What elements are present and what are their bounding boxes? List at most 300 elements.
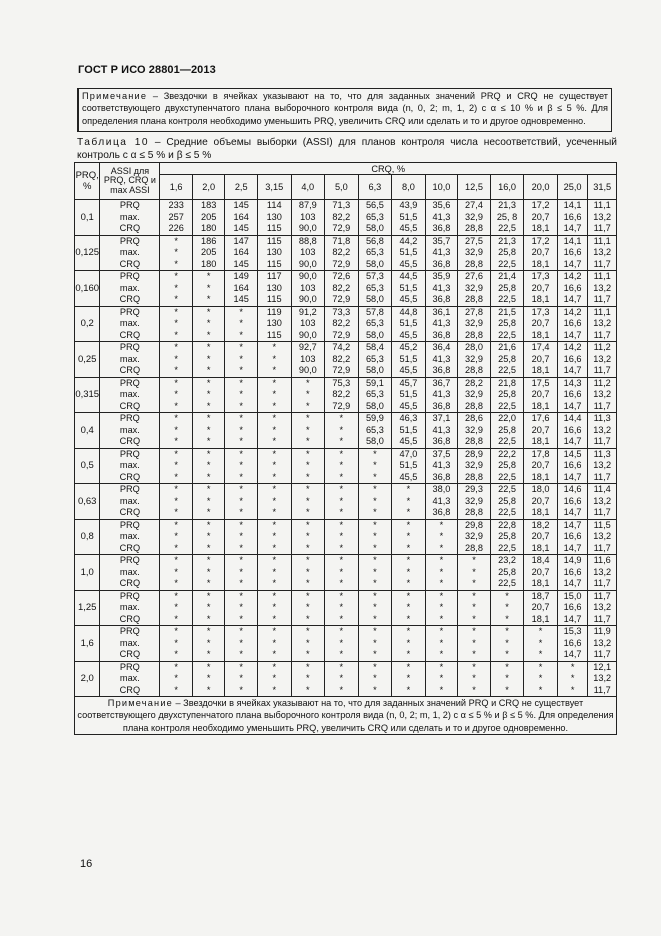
cell-value: 14,7	[563, 329, 582, 340]
cell-value: 25,8	[498, 353, 516, 364]
cell-value: *	[174, 306, 178, 317]
cell-value: 58,0	[365, 258, 384, 269]
table-cell	[425, 448, 458, 484]
table-cell	[392, 377, 426, 413]
cell-value: *	[239, 613, 243, 624]
cell-value: 16,6	[563, 602, 582, 612]
cell-value: 15,3	[563, 626, 582, 636]
table-cell	[160, 271, 193, 307]
cell-value: 41,3	[432, 389, 451, 399]
cell-value: *	[174, 436, 178, 446]
cell-value: 46,3	[399, 413, 418, 423]
cell-value: *	[373, 460, 377, 470]
cell-value: *	[206, 484, 211, 494]
cell-value: 56,5	[365, 200, 384, 210]
prq-value: 1,6	[75, 626, 100, 662]
table-cell	[257, 342, 291, 378]
row-labels	[100, 342, 160, 378]
table-row	[75, 590, 617, 626]
cell-value: 41,3	[432, 247, 451, 257]
cell-value: *	[373, 602, 377, 612]
table-cell	[160, 519, 193, 555]
table-cell	[588, 271, 617, 307]
cell-value: *	[339, 637, 344, 648]
cell-value: *	[206, 578, 211, 588]
cell-value: *	[272, 342, 277, 352]
prq-value: 1,0	[75, 555, 100, 591]
prq-value: 0,1	[75, 200, 100, 236]
cell-value: 14,2	[563, 271, 582, 281]
table-row	[75, 271, 617, 307]
table-row	[75, 555, 617, 591]
table-cell	[458, 626, 491, 662]
table-cell	[291, 200, 325, 236]
table-row	[75, 448, 617, 484]
table-cell	[458, 661, 491, 697]
cell-value: 28,8	[465, 258, 483, 269]
cell-value: 13,2	[593, 531, 612, 541]
table-cell	[557, 555, 587, 591]
cell-value: 51,5	[399, 389, 418, 399]
crq-value: 25,0	[557, 175, 587, 200]
table-cell	[588, 626, 617, 662]
cell-value: 14,7	[563, 507, 582, 517]
table-cell	[225, 626, 258, 662]
cell-value: 21,5	[498, 306, 516, 317]
cell-value: *	[272, 448, 277, 459]
table-cell	[225, 377, 258, 413]
cell-value: 32,9	[465, 318, 483, 328]
cell-value: 18,4	[531, 555, 550, 565]
cell-value: *	[538, 626, 543, 636]
cell-value: *	[239, 424, 243, 435]
cell-value: 27,5	[465, 235, 483, 246]
table-cell	[425, 519, 458, 555]
cell-value: *	[174, 471, 178, 482]
cell-value: 103	[300, 211, 316, 222]
table-cell	[557, 342, 587, 378]
cell-value: *	[472, 673, 476, 683]
cell-value: *	[206, 353, 211, 364]
row-labels	[100, 413, 160, 449]
row-labels	[100, 235, 160, 271]
cell-value: *	[206, 613, 211, 624]
cell-value: 22,5	[498, 542, 516, 553]
cell-value: 28,8	[465, 471, 483, 482]
cell-value: *	[439, 673, 444, 683]
cell-value: 130	[266, 211, 282, 222]
row-label: max.	[119, 673, 140, 683]
table-cell	[192, 413, 225, 449]
cell-value: *	[174, 247, 178, 257]
top-note-text: – Звездочки в ячейках указывают на то, что для заданных значений PRQ и CRQ не существует соответствующего двухступенчатого плана выборочного контроля вида (n, 0, 2; m, 1, 2) с α ≤ 10 % и β ≤ 5 %. Для определения плана контроля необходимо уменьшить PRQ, увеличить CRQ или сделать и то и другое одновременно.	[82, 91, 608, 126]
cell-value: *	[570, 673, 575, 683]
cell-value: *	[206, 306, 211, 317]
cell-value: 11,7	[593, 365, 611, 375]
cell-value: 17,8	[531, 448, 550, 459]
bottom-note	[75, 697, 617, 735]
cell-value: *	[373, 471, 377, 482]
table-row	[75, 413, 617, 449]
cell-value: 14,7	[563, 471, 582, 482]
cell-value: *	[206, 684, 211, 695]
table-cell	[524, 200, 558, 236]
cell-value: 45,5	[399, 436, 418, 446]
cell-value: *	[306, 389, 310, 399]
cell-value: 28,0	[465, 342, 483, 352]
cell-value: *	[306, 602, 310, 612]
row-labels	[100, 484, 160, 520]
cell-value: *	[339, 424, 344, 435]
cell-value: 11,1	[593, 306, 611, 317]
cell-value: 14,6	[563, 484, 582, 494]
cell-value: 11,7	[593, 294, 611, 304]
cell-value: 164	[233, 247, 249, 257]
cell-value: *	[272, 661, 277, 672]
cell-value: 11,7	[593, 649, 611, 659]
row-label: PRQ	[119, 342, 140, 352]
cell-value: *	[272, 389, 277, 399]
table-cell	[458, 342, 491, 378]
cell-value: 32,9	[465, 247, 483, 257]
cell-value: 11,7	[593, 329, 611, 340]
cell-value: *	[206, 495, 211, 506]
cell-value: *	[174, 590, 178, 601]
cell-value: *	[373, 590, 377, 601]
cell-value: 36,8	[432, 400, 451, 411]
cell-value: *	[206, 413, 211, 423]
cell-value: *	[406, 578, 411, 588]
cell-value: 51,5	[399, 211, 418, 222]
cell-value: 35,6	[432, 200, 451, 210]
cell-value: *	[206, 507, 211, 517]
cell-value: *	[306, 566, 310, 577]
cell-value: *	[239, 448, 243, 459]
table-cell	[458, 306, 491, 342]
table-row	[75, 661, 617, 697]
table-cell	[524, 377, 558, 413]
cell-value: 32,9	[465, 389, 483, 399]
cell-value: 21,3	[498, 235, 516, 246]
cell-value: 13,2	[593, 318, 612, 328]
cell-value: 13,2	[593, 389, 612, 399]
cell-value: *	[206, 661, 211, 672]
table-cell	[425, 413, 458, 449]
row-label: PRQ	[119, 413, 140, 423]
table-cell	[160, 626, 193, 662]
table-cell	[557, 377, 587, 413]
prq-value: 0,8	[75, 519, 100, 555]
cell-value: 91,2	[298, 306, 317, 317]
cell-value: 51,5	[399, 460, 418, 470]
cell-value: *	[206, 519, 211, 530]
cell-value: 14,7	[563, 365, 582, 375]
cell-value: 58,0	[365, 223, 384, 233]
table-cell	[557, 200, 587, 236]
cell-value: 14,3	[563, 377, 582, 388]
cell-value: 14,7	[563, 542, 582, 553]
table-cell	[524, 271, 558, 307]
cell-value: 18,1	[531, 294, 550, 304]
table-cell	[358, 306, 392, 342]
row-label: max.	[119, 602, 140, 612]
table-cell	[358, 413, 392, 449]
cell-value: *	[174, 342, 178, 352]
table-cell	[557, 235, 587, 271]
table-cell	[490, 306, 524, 342]
table-cell	[160, 413, 193, 449]
cell-value: *	[272, 637, 277, 648]
row-label: CRQ	[119, 294, 141, 304]
cell-value: *	[439, 661, 444, 672]
cell-value: 44,5	[399, 271, 418, 281]
table-cell	[192, 342, 225, 378]
cell-value: 71,3	[332, 200, 351, 210]
table-cell	[425, 306, 458, 342]
cell-value: *	[472, 684, 476, 695]
table-cell	[490, 661, 524, 697]
cell-value: 205	[201, 247, 217, 257]
row-label: max.	[119, 531, 140, 541]
cell-value: 11,3	[593, 448, 611, 459]
cell-value: 32,9	[465, 424, 483, 435]
cell-value: *	[239, 460, 243, 470]
cell-value: 65,3	[365, 282, 384, 293]
cell-value: *	[174, 365, 178, 375]
cell-value: *	[439, 626, 444, 636]
cell-value: *	[339, 448, 344, 459]
row-label: PRQ	[119, 519, 140, 530]
table-cell	[325, 200, 359, 236]
cell-value: 145	[233, 258, 249, 269]
cell-value: 29,8	[465, 519, 483, 530]
prq-value: 0,25	[75, 342, 100, 378]
table-cell	[291, 377, 325, 413]
cell-value: 11,7	[593, 613, 611, 624]
cell-value: 73,3	[332, 306, 351, 317]
cell-value: 27,4	[465, 200, 483, 210]
cell-value: *	[339, 590, 344, 601]
cell-value: *	[306, 519, 310, 530]
cell-value: 72,9	[332, 400, 351, 411]
cell-value: *	[406, 673, 411, 683]
cell-value: 14,4	[563, 413, 582, 423]
cell-value: *	[505, 590, 509, 601]
cell-value: 115	[266, 235, 282, 246]
table-cell	[557, 306, 587, 342]
row-label: CRQ	[119, 613, 141, 624]
cell-value: 28,8	[465, 507, 483, 517]
cell-value: 18,1	[531, 400, 550, 411]
row-label: PRQ	[119, 626, 140, 636]
table-cell	[358, 519, 392, 555]
table-cell	[257, 306, 291, 342]
cell-value: 28,8	[465, 329, 483, 340]
cell-value: *	[272, 602, 277, 612]
table-cell	[325, 377, 359, 413]
cell-value: *	[339, 673, 344, 683]
cell-value: 11,7	[593, 507, 611, 517]
table-cell	[257, 271, 291, 307]
cell-value: *	[174, 413, 178, 423]
cell-value: *	[272, 578, 277, 588]
cell-value: 11,7	[593, 400, 611, 411]
cell-value: 22,8	[498, 519, 516, 530]
cell-value: *	[206, 318, 211, 328]
row-label: max.	[119, 318, 140, 328]
cell-value: 115	[266, 258, 282, 269]
table-cell	[524, 590, 558, 626]
cell-value: *	[174, 673, 178, 683]
table-cell	[425, 342, 458, 378]
cell-value: *	[272, 424, 277, 435]
cell-value: 20,7	[531, 424, 550, 435]
table-cell	[458, 590, 491, 626]
cell-value: 65,3	[365, 389, 384, 399]
table-cell	[325, 661, 359, 697]
row-label: CRQ	[119, 365, 141, 375]
table-cell	[490, 377, 524, 413]
table-cell	[225, 271, 258, 307]
crq-value: 3,15	[257, 175, 291, 200]
table-cell	[458, 519, 491, 555]
row-label: max.	[119, 211, 140, 222]
cell-value: 18,1	[531, 258, 550, 269]
table-cell	[392, 590, 426, 626]
cell-value: *	[206, 555, 211, 565]
cell-value: 21,6	[498, 342, 516, 352]
row-labels	[100, 448, 160, 484]
cell-value: *	[174, 566, 178, 577]
document-header: ГОСТ Р ИСО 28801—2013	[78, 64, 216, 76]
cell-value: *	[306, 590, 310, 601]
table-cell	[160, 484, 193, 520]
cell-value: *	[373, 673, 377, 683]
table-cell	[358, 377, 392, 413]
cell-value: 11,5	[593, 519, 611, 530]
cell-value: 14,7	[563, 223, 582, 233]
table-cell	[257, 413, 291, 449]
cell-value: 58,0	[365, 436, 384, 446]
cell-value: *	[505, 649, 509, 659]
table-cell	[257, 235, 291, 271]
cell-value: *	[339, 413, 344, 423]
table-cell	[524, 661, 558, 697]
cell-value: *	[339, 684, 344, 695]
cell-value: 28,9	[465, 448, 483, 459]
cell-value: 36,4	[432, 342, 451, 352]
table-caption-label: Таблица 10	[77, 137, 150, 148]
cell-value: *	[472, 555, 476, 565]
cell-value: 130	[266, 318, 282, 328]
cell-value: *	[239, 306, 243, 317]
row-labels	[100, 200, 160, 236]
table-cell	[325, 590, 359, 626]
table-cell	[358, 342, 392, 378]
cell-value: 130	[266, 247, 282, 257]
cell-value: 41,3	[432, 211, 451, 222]
cell-value: 186	[201, 235, 217, 246]
cell-value: *	[505, 626, 509, 636]
cell-value: *	[272, 471, 277, 482]
cell-value: 72,9	[332, 294, 351, 304]
table-cell	[490, 448, 524, 484]
cell-value: 11,1	[593, 271, 611, 281]
cell-value: 65,3	[365, 247, 384, 257]
cell-value: *	[239, 342, 243, 352]
cell-value: 20,7	[531, 282, 550, 293]
table-caption-text: – Средние объемы выборки (ASSI) для планов контроля числа несоответствий, усеченный контроль с α ≤ 5 % и β ≤ 5 %	[77, 137, 617, 161]
cell-value: 14,9	[563, 555, 582, 565]
cell-value: *	[306, 495, 310, 506]
cell-value: 28,8	[465, 542, 483, 553]
cell-value: *	[239, 436, 243, 446]
table-cell	[392, 519, 426, 555]
cell-value: *	[174, 294, 178, 304]
cell-value: 15,0	[563, 590, 582, 601]
table-cell	[192, 661, 225, 697]
prq-value: 0,63	[75, 484, 100, 520]
row-label: max.	[119, 247, 140, 257]
table-cell	[524, 626, 558, 662]
cell-value: *	[272, 413, 277, 423]
table-cell	[588, 342, 617, 378]
cell-value: 14,2	[563, 306, 582, 317]
table-cell	[325, 235, 359, 271]
row-label: PRQ	[119, 590, 140, 601]
table-cell	[192, 200, 225, 236]
cell-value: 25,8	[498, 389, 516, 399]
cell-value: *	[406, 684, 411, 695]
table-cell	[425, 235, 458, 271]
cell-value: *	[239, 684, 243, 695]
cell-value: *	[206, 471, 211, 482]
cell-value: 18,1	[531, 507, 550, 517]
cell-value: *	[239, 389, 243, 399]
cell-value: *	[570, 684, 575, 695]
cell-value: 32,9	[465, 211, 483, 222]
cell-value: 119	[266, 306, 282, 317]
table-cell	[392, 448, 426, 484]
cell-value: 57,8	[365, 306, 384, 317]
cell-value: 23,2	[498, 555, 516, 565]
cell-value: 22,0	[498, 413, 516, 423]
table-cell	[490, 626, 524, 662]
cell-value: *	[174, 353, 178, 364]
cell-value: *	[174, 495, 178, 506]
table-cell	[291, 519, 325, 555]
table-cell	[257, 519, 291, 555]
table-cell	[524, 448, 558, 484]
cell-value: 82,2	[332, 389, 351, 399]
table-cell	[325, 626, 359, 662]
cell-value: 13,2	[593, 247, 612, 257]
cell-value: *	[174, 637, 178, 648]
table-cell	[225, 235, 258, 271]
row-labels	[100, 661, 160, 697]
cell-value: 14,7	[563, 258, 582, 269]
table-cell	[291, 484, 325, 520]
prq-value: 0,2	[75, 306, 100, 342]
cell-value: 16,6	[563, 566, 582, 577]
row-label: max.	[119, 353, 140, 364]
cell-value: *	[439, 566, 444, 577]
row-label: CRQ	[119, 471, 141, 482]
table-cell	[192, 377, 225, 413]
cell-value: 20,7	[531, 566, 550, 577]
table-cell	[291, 271, 325, 307]
cell-value: *	[306, 555, 310, 565]
